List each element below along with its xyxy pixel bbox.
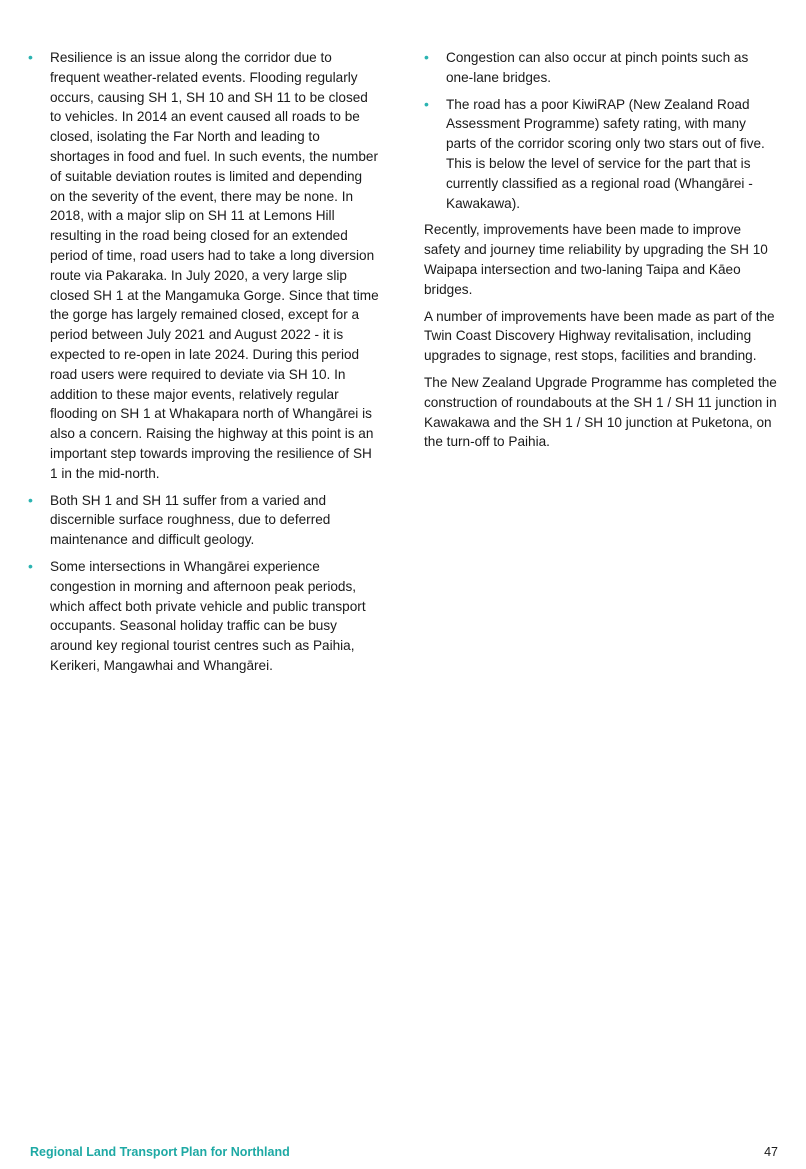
bullet-dot-icon: • [28, 557, 33, 574]
list-item-text: Both SH 1 and SH 11 suffer from a varied and discernible surface roughness, due to deferred maintenance and difficult geology. [50, 492, 331, 548]
list-item-text: The road has a poor KiwiRAP (New Zealand Road Assessment Programme) safety rating, with many parts of the corridor scoring only two stars out of five. This is below the level of service for the part that is currently classified as a regional road (Whangārei - Kawakawa). [446, 96, 765, 211]
list-item [28, 48, 380, 484]
bullet-dot-icon: • [28, 49, 33, 65]
list-item-text: Resilience is an issue along the corridor due to frequent weather-related events. Flooding regularly occurs, causing SH 1, SH 10 and SH 11 to be closed to vehicles. In 2014 an event caused all roads to be closed, isolating the Far North and leading to shortages in food and fuel. In such events, the number of suitable deviation routes is limited and depending on the severity of the event, there may be none. In 2018, with a major slip on SH 11 at Lemons Hill resulting in the road being closed for an extended period of time, road users had to take a long diversion route via Pakaraka. In July 2020, a very large slip closed SH 1 at the Mangamuka Gorge. Since that time the gorge has largely remained closed, except for a period between July 2021 and August 2022 - it is expected to re-open in late 2024. During this period road users were required to deviate via SH 10. In addition to these major events, relatively regular flooding on SH 1 at Whakapara north of Whangārei is also a concern. Raising the highway at this point is an important step towards improving the resilience of SH 1 in the mid-north. [50, 50, 379, 481]
list-item [28, 491, 380, 550]
page-footer [30, 1144, 778, 1160]
list-item [424, 48, 778, 88]
list-item [28, 557, 380, 676]
left-column [28, 48, 380, 683]
bullet-dot-icon: • [424, 49, 429, 65]
list-item-text: Some intersections in Whangārei experience congestion in morning and afternoon peak periods, which affect both private vehicle and public transport occupants. Seasonal holiday traffic can be busy around key regional tourist centres such as Paihia, Kerikeri, Mangawhai and Whangārei. [50, 558, 366, 673]
list-item-text: Congestion can also occur at pinch points such as one-lane bridges. [446, 50, 749, 85]
footer-title: Regional Land Transport Plan for Northland [30, 1145, 290, 1159]
page-number: 47 [764, 1145, 778, 1159]
right-bullet-list [424, 48, 778, 213]
bullet-dot-icon: • [424, 95, 429, 112]
left-bullet-list [28, 48, 380, 676]
paragraph: Recently, improvements have been made to improve safety and journey time reliability by upgrading the SH 10 Waipapa intersection and two-laning Taipa and Kāeo bridges. [424, 222, 768, 297]
paragraph: A number of improvements have been made as part of the Twin Coast Discovery Highway revitalisation, including upgrades to signage, rest stops, facilities and branding. [424, 308, 775, 364]
list-item [424, 95, 778, 214]
right-column [424, 48, 778, 459]
paragraph: The New Zealand Upgrade Programme has completed the construction of roundabouts at the SH 1 / SH 11 junction in Kawakawa and the SH 1 / SH 10 junction at Puketona, on the turn-off to Paihia. [424, 374, 777, 450]
bullet-dot-icon: • [28, 491, 33, 508]
